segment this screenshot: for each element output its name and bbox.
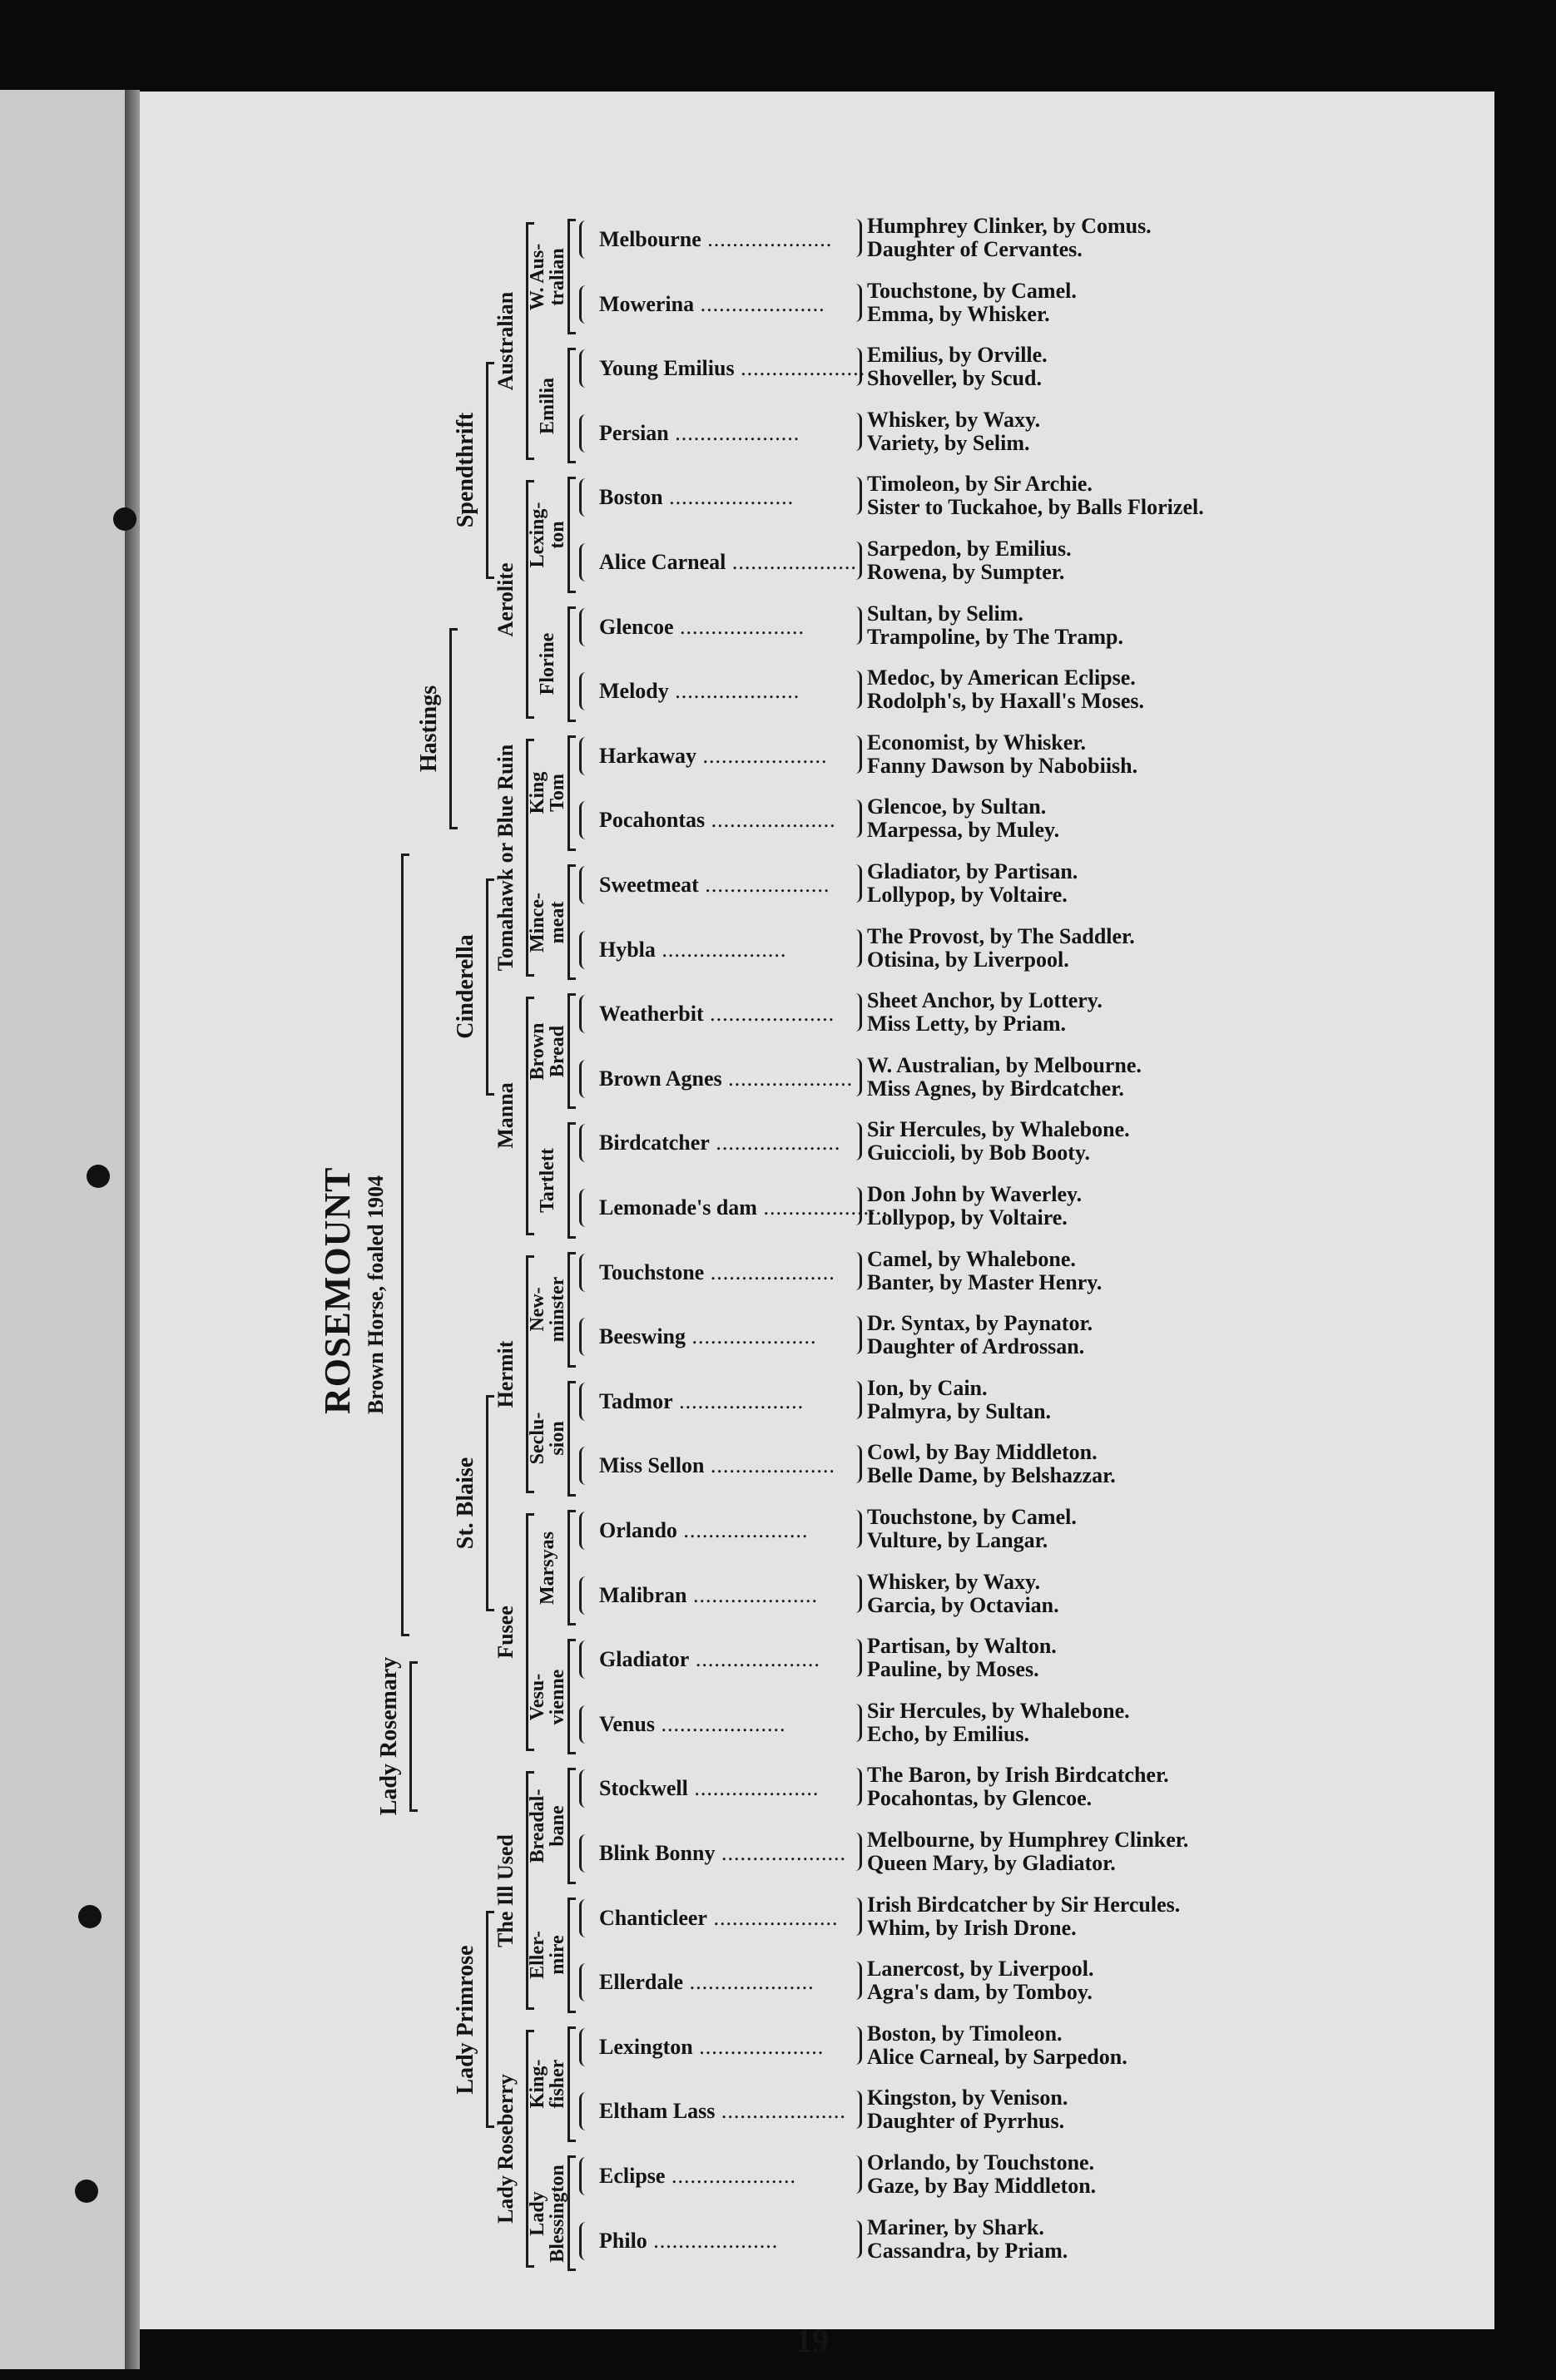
row-brace [579, 1834, 590, 1873]
parents-brace [853, 1122, 862, 1160]
ancestor-name: Hybla ..... [599, 938, 786, 962]
ancestor-name: Tadmor ..... [599, 1389, 804, 1414]
row-brace [579, 1318, 590, 1356]
pedigree-row [574, 1051, 1323, 1116]
dam-name: Lady Rosemary [376, 1657, 402, 1816]
row-brace [579, 285, 590, 324]
sire-line: Glencoe, by Sultan. [867, 794, 1047, 819]
generation-bracket [526, 1513, 528, 1751]
parents-brace [853, 1381, 862, 1419]
generation-bracket [409, 1661, 412, 1813]
ancestor-name: Melbourne ..... [599, 227, 832, 252]
pedigree-row [574, 1632, 1323, 1697]
row-brace [579, 1576, 590, 1615]
dam-line: Daughter of Ardrossan. [867, 1334, 1085, 1359]
dam-line: Miss Letty, by Priam. [867, 1012, 1067, 1037]
dam-line: Trampoline, by The Tramp. [867, 624, 1123, 649]
gen4-ancestor: Emilia [537, 377, 558, 434]
sire-line: W. Australian, by Melbourne. [867, 1052, 1142, 1077]
sire-line: Timoleon, by Sir Archie. [867, 472, 1093, 497]
sire-line: Mariner, by Shark. [867, 2214, 1044, 2239]
pedigree-row [574, 2020, 1323, 2085]
row-brace [579, 478, 590, 517]
ancestor-name: Stockwell ..... [599, 1776, 819, 1801]
parents-brace [853, 2220, 862, 2259]
ancestor-name: Melody ..... [599, 679, 800, 704]
generation-bracket [526, 739, 528, 977]
ancestor-name: Glencoe ..... [599, 615, 805, 640]
pedigree-row [574, 1697, 1323, 1762]
gen4-ancestor: Mince- meat [527, 892, 568, 952]
ancestor-name: Alice Carneal ..... [599, 550, 857, 575]
parents-brace [853, 735, 862, 774]
generation-bracket [567, 348, 570, 463]
pedigree-row [574, 1568, 1323, 1633]
sire-line: Medoc, by American Eclipse. [867, 666, 1136, 690]
ancestor-name: Philo ..... [599, 2229, 778, 2254]
sire-line: Orlando, by Touchstone. [867, 2150, 1095, 2175]
pedigree-row [574, 1955, 1323, 2020]
row-brace [579, 672, 590, 710]
gen4-ancestor: Eller- mire [527, 1931, 568, 1980]
parents-brace [853, 284, 862, 322]
sire-line: Kingston, by Venison. [867, 2086, 1068, 2110]
sire-line: Ion, by Cain. [867, 1375, 988, 1400]
gen2-ancestor: St. Blaise [453, 1457, 478, 1550]
horse-title-block [316, 1081, 408, 1414]
sire-line: Touchstone, by Camel. [867, 278, 1077, 303]
pedigree-row [574, 1438, 1323, 1503]
parents-brace [853, 2155, 862, 2194]
gen4-ancestor: Brown Bread [527, 1022, 568, 1081]
sire-line: Sarpedon, by Emilius. [867, 537, 1072, 561]
gen4-ancestor: Florine [537, 632, 558, 695]
gen3-ancestor: Aerolite [493, 562, 518, 637]
sire-line: Partisan, by Walton. [867, 1634, 1057, 1659]
dam-line: Shoveller, by Scud. [867, 366, 1042, 391]
parents-brace [853, 1510, 862, 1548]
ancestor-name: Eclipse ..... [599, 2164, 796, 2189]
ancestor-name: Sweetmeat ..... [599, 873, 830, 898]
parents-brace [853, 1058, 862, 1096]
generation-bracket [486, 1395, 488, 1612]
parents-brace [853, 348, 862, 386]
pedigree-row [574, 1374, 1323, 1439]
parents-brace [853, 670, 862, 709]
row-brace [579, 1189, 590, 1227]
row-brace [579, 1963, 590, 2001]
dam-line: Vulture, by Langar. [867, 1528, 1048, 1552]
sire-line: The Baron, by Irish Birdcatcher. [867, 1763, 1169, 1788]
sire-line: Sir Hercules, by Whalebone. [867, 1117, 1130, 1142]
row-brace [579, 414, 590, 453]
gen2-ancestor: Lady Primrose [453, 1945, 478, 2095]
generation-bracket [486, 1911, 488, 2128]
row-brace [579, 2222, 590, 2260]
dam-line: Sister to Tuckahoe, by Balls Florizel. [867, 495, 1204, 520]
sire-line: Don John by Waverley. [867, 1182, 1083, 1206]
sire-line: Cowl, by Bay Middleton. [867, 1440, 1098, 1465]
gen3-ancestor: Fusee [493, 1606, 518, 1659]
parents-brace [853, 1187, 862, 1225]
pedigree-row [574, 470, 1323, 535]
parents-brace [853, 542, 862, 580]
generation-bracket [567, 1510, 570, 1625]
parents-brace [853, 929, 862, 967]
parents-brace [853, 2026, 862, 2065]
generation-bracket [526, 2030, 528, 2268]
dam-line: Echo, by Emilius. [867, 1721, 1030, 1746]
generation-bracket [567, 1122, 570, 1238]
pedigree-row [574, 1245, 1323, 1310]
row-brace [579, 1060, 590, 1098]
dam-line: Daughter of Cervantes. [867, 237, 1083, 261]
pedigree-row [574, 664, 1323, 729]
parents-brace [853, 1962, 862, 2000]
dam-line: Palmyra, by Sultan. [867, 1398, 1052, 1423]
dam-line: Alice Carneal, by Sarpedon. [867, 2044, 1127, 2069]
parents-brace [853, 1575, 862, 1613]
ancestor-name: Brown Agnes ..... [599, 1066, 853, 1091]
dam-line: Lollypop, by Voltaire. [867, 883, 1068, 907]
dam-line: Otisina, by Liverpool. [867, 947, 1069, 972]
row-brace [579, 349, 590, 388]
parents-brace [853, 1898, 862, 1936]
pedigree-row [574, 2214, 1323, 2279]
page-gutter [125, 90, 140, 2369]
dam-line: Queen Mary, by Gladiator. [867, 1851, 1116, 1875]
row-brace [579, 1512, 590, 1550]
ancestor-name: Birdcatcher ..... [599, 1131, 840, 1155]
row-brace [579, 1124, 590, 1162]
ancestor-name: Lexington ..... [599, 2035, 824, 2060]
ancestor-name: Mowerina ..... [599, 292, 825, 317]
gen3-ancestor: Hermit [493, 1340, 518, 1408]
ancestor-name: Pocahontas ..... [599, 808, 836, 833]
facing-page [0, 90, 131, 2369]
gen4-ancestor: W. Aus- tralian [527, 243, 568, 310]
sire-line: Whisker, by Waxy. [867, 407, 1041, 432]
ancestor-name: Venus ..... [599, 1712, 785, 1737]
binding-ring [78, 1905, 102, 1928]
dam-line: Fanny Dawson by Nabobiish. [867, 753, 1138, 778]
binding-ring [87, 1165, 110, 1188]
parents-brace [853, 477, 862, 515]
sire-line: Sir Hercules, by Whalebone. [867, 1698, 1130, 1723]
row-brace [579, 737, 590, 775]
parents-brace [853, 864, 862, 903]
pedigree-row [574, 535, 1323, 600]
row-brace [579, 931, 590, 969]
pedigree-row [574, 277, 1323, 342]
horse-name: ROSEMOUNT [317, 1166, 358, 1414]
dam-line: Emma, by Whisker. [867, 301, 1050, 326]
sire-line: Emilius, by Orville. [867, 343, 1048, 368]
dam-line: Lollypop, by Voltaire. [867, 1205, 1068, 1230]
sire-line: Camel, by Whalebone. [867, 1246, 1076, 1271]
generation-bracket [526, 1771, 528, 2009]
generation-bracket [526, 1255, 528, 1493]
dam-line: Daughter of Pyrrhus. [867, 2109, 1065, 2134]
sire-line: Boston, by Timoleon. [867, 2021, 1063, 2046]
parents-brace [853, 799, 862, 838]
row-brace [579, 866, 590, 904]
dam-line: Garcia, by Octavian. [867, 1592, 1059, 1617]
generation-bracket [567, 606, 570, 722]
sire-line: The Provost, by The Saddler. [867, 923, 1135, 948]
dam-line: Guiccioli, by Bob Booty. [867, 1141, 1090, 1165]
horse-description: Brown Horse, foaled 1904 [364, 1175, 388, 1414]
dam-line: Pauline, by Moses. [867, 1657, 1039, 1682]
parents-brace [853, 993, 862, 1032]
ancestor-name: Malibran ..... [599, 1583, 818, 1608]
generation-bracket [449, 628, 452, 829]
dam-line: Agra's dam, by Tomboy. [867, 1980, 1093, 2005]
ancestor-name: Gladiator ..... [599, 1647, 820, 1672]
row-brace [579, 2157, 590, 2195]
pedigree-row [574, 1503, 1323, 1568]
pedigree-row [574, 1826, 1323, 1891]
gen3-ancestor: The Ill Used [493, 1833, 518, 1947]
parents-brace [853, 1316, 862, 1354]
gen3-ancestor: Lady Roseberry [493, 2074, 518, 2224]
row-brace [579, 543, 590, 581]
gen3-ancestor: Manna [493, 1082, 518, 1150]
dam-line: Whim, by Irish Drone. [867, 1915, 1077, 1940]
pedigree-row [574, 1761, 1323, 1826]
ancestor-name: Beeswing ..... [599, 1324, 817, 1349]
pedigree-row [574, 1116, 1323, 1180]
dam-line: Variety, by Selim. [867, 430, 1030, 455]
dam-line: Cassandra, by Priam. [867, 2238, 1068, 2263]
dam-line: Rowena, by Sumpter. [867, 560, 1065, 584]
parents-brace [853, 1704, 862, 1742]
generation-bracket [526, 480, 528, 718]
row-brace [579, 1383, 590, 1421]
dam-line: Pocahontas, by Glencoe. [867, 1786, 1093, 1811]
sire-line: Touchstone, by Camel. [867, 1505, 1077, 1529]
ancestor-name: Miss Sellon ..... [599, 1453, 835, 1478]
generation-bracket [486, 878, 488, 1096]
parents-brace [853, 1252, 862, 1290]
parents-brace [853, 219, 862, 257]
pedigree-row [574, 2084, 1323, 2149]
pedigree-row [574, 406, 1323, 471]
dam-line: Rodolph's, by Haxall's Moses. [867, 689, 1145, 714]
ancestor-name: Weatherbit ..... [599, 1002, 835, 1027]
row-brace [579, 2028, 590, 2066]
row-brace [579, 995, 590, 1033]
parents-brace [853, 2091, 862, 2129]
sire-line: Melbourne, by Humphrey Clinker. [867, 1828, 1189, 1852]
gen3-ancestor: Australian [493, 291, 518, 391]
gen2-ancestor: Cinderella [453, 934, 478, 1039]
sire-line: Sultan, by Selim. [867, 601, 1023, 626]
binding-ring [75, 2180, 98, 2203]
ancestor-name: Lemonade's dam ..... [599, 1195, 888, 1220]
ancestor-name: Blink Bonny ..... [599, 1841, 846, 1866]
dam-line: Belle Dame, by Belshazzar. [867, 1463, 1116, 1488]
sire-line: Lanercost, by Liverpool. [867, 1957, 1094, 1982]
parents-brace [853, 606, 862, 645]
generation-bracket [526, 222, 528, 460]
pedigree-row [574, 1309, 1323, 1374]
row-brace [579, 1705, 590, 1744]
generation-bracket [486, 362, 488, 579]
row-brace [579, 801, 590, 839]
pedigree-row [574, 212, 1323, 277]
gen4-ancestor: New- minster [527, 1276, 568, 1343]
ancestor-name: Persian ..... [599, 421, 800, 446]
ancestor-name: Young Emilius ..... [599, 356, 865, 381]
sire-name: Hastings [416, 685, 442, 772]
sire-line: Dr. Syntax, by Paynator. [867, 1311, 1093, 1336]
pedigree-row [574, 858, 1323, 923]
pedigree-row [574, 2149, 1323, 2214]
row-brace [579, 220, 590, 259]
row-brace [579, 1447, 590, 1485]
sire-line: Sheet Anchor, by Lottery. [867, 988, 1103, 1013]
ancestor-name: Harkaway ..... [599, 744, 828, 769]
pedigree-row [574, 1180, 1323, 1245]
row-brace [579, 608, 590, 646]
ancestor-name: Boston ..... [599, 485, 794, 510]
sire-line: Economist, by Whisker. [867, 730, 1086, 755]
gen4-ancestor: Lady Blessington [527, 2164, 568, 2263]
sire-line: Whisker, by Waxy. [867, 1569, 1041, 1594]
binding-ring [113, 507, 136, 531]
ancestor-name: Ellerdale ..... [599, 1970, 815, 1995]
row-brace [579, 1254, 590, 1292]
pedigree-row [574, 1891, 1323, 1956]
ancestor-name: Orlando ..... [599, 1518, 808, 1543]
parents-brace [853, 1639, 862, 1677]
pedigree-row [574, 729, 1323, 794]
row-brace [579, 1899, 590, 1937]
pedigree-row [574, 987, 1323, 1051]
gen4-ancestor: Tartlett [537, 1148, 558, 1213]
row-brace [579, 1640, 590, 1679]
row-brace [579, 2092, 590, 2130]
gen4-ancestor: Breadal- bane [527, 1789, 568, 1863]
parents-brace [853, 1445, 862, 1483]
pedigree-row [574, 341, 1323, 406]
dam-line: Gaze, by Bay Middleton. [867, 2174, 1097, 2198]
page-number: 19 [795, 2322, 829, 2359]
gen4-ancestor: Vesu- vienne [527, 1669, 568, 1725]
gen3-ancestor: Tomahawk or Blue Ruin [493, 744, 518, 972]
gen4-ancestor: King- fisher [527, 2060, 568, 2109]
sire-line: Gladiator, by Partisan. [867, 859, 1078, 883]
parents-brace [853, 413, 862, 451]
ancestor-name: Touchstone ..... [599, 1260, 835, 1285]
sire-line: Humphrey Clinker, by Comus. [867, 214, 1152, 238]
ancestor-name: Eltham Lass ..... [599, 2099, 846, 2124]
gen4-ancestor: Marsyas [537, 1531, 558, 1605]
parents-brace [853, 1833, 862, 1871]
sire-line: Irish Birdcatcher by Sir Hercules. [867, 1892, 1181, 1917]
gen4-ancestor: Lexing- ton [527, 502, 568, 568]
dam-line: Miss Agnes, by Birdcatcher. [867, 1076, 1124, 1101]
pedigree-row [574, 600, 1323, 665]
dam-line: Marpessa, by Muley. [867, 818, 1060, 843]
row-brace [579, 1769, 590, 1808]
parents-brace [853, 1768, 862, 1806]
ancestor-name: Chanticleer ..... [599, 1906, 838, 1931]
gen2-ancestor: Spendthrift [453, 413, 478, 528]
gen4-ancestor: Seclu- sion [527, 1413, 568, 1465]
pedigree-row [574, 923, 1323, 987]
generation-bracket [526, 997, 528, 1235]
gen4-ancestor: King Tom [527, 772, 568, 814]
pedigree-row [574, 793, 1323, 858]
dam-line: Banter, by Master Henry. [867, 1269, 1103, 1294]
